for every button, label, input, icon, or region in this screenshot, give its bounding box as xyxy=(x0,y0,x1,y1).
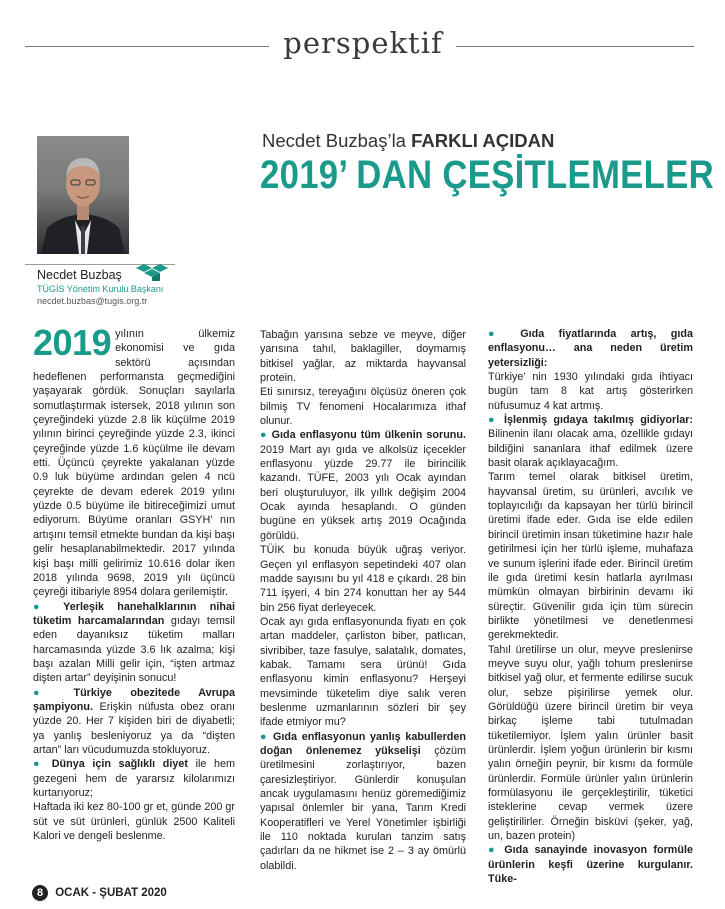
tugis-logo-icon xyxy=(136,264,170,282)
bullet-text: Bilinenin ilanı olacak ama, özellikle gıdayı bildiğini sananlara ithaf edilmek üzere basit olarak açıklayacağım. xyxy=(488,428,693,470)
page-number: 8 xyxy=(32,885,48,901)
bullet-icon: ● xyxy=(260,429,268,442)
bullet-heading: Gıda sanayinde inovasyon formüle ürünlerin keşfi üzerine kurgulanır. Tüke- xyxy=(488,844,693,886)
bullet-text: 2019 Mart ayı gıda ve alkolsüz içecekler enflasyonu yüzde 29.77 ile birincilik kazandı. TÜFE, 2003 yılı Ocak ayından beri oluşturuluyor, ilk yıllık değişim 2004 Ocak ayında hesaplandı. O günden bugüne en yüksek artış 2019 Ocağında görüldü. xyxy=(260,443,466,542)
page-footer xyxy=(32,885,167,901)
bullet-paragraph xyxy=(33,757,235,800)
author-email[interactable]: necdet.buzbas@tugis.org.tr xyxy=(37,296,148,306)
bullet-paragraph xyxy=(33,600,235,686)
paragraph: Türkiye’ nin 1930 yılındaki gıda ihtiyacı bugün tam 8 kat artış gösterirken nüfusumuz 4 kat artmış. xyxy=(488,371,693,412)
bullet-paragraph xyxy=(260,730,466,873)
bullet-heading: Gıda fiyatlarında artış, gıda enflasyonu… xyxy=(488,328,693,355)
bullet-icon: ● xyxy=(260,730,269,743)
bullet-text: ana neden üretim yetersizliği: xyxy=(488,342,693,369)
bullet-heading: Gıda enflasyonun yanlış kabullerden doğan önlenemez yükselişi xyxy=(260,730,466,757)
paragraph xyxy=(33,322,235,600)
bullet-icon: ● xyxy=(33,758,45,771)
author-photo xyxy=(37,136,129,254)
bullet-paragraph xyxy=(33,686,235,758)
paragraph: Tahıl üretilirse un olur, meyve preslenirse meyve suyu olur, yağlı tohum preslenirse bitkisel yağ olur, et fermente edilirse sucuk olur, sebze pişirilirse yemek olur. Görüldüğü üzere birincil üretim bir veya birkaç işleme tabi tutulmadan tüketilemiyor. İşlem yalın ürünler basit ürünlerdir. İşlem yoğun ürünlerin bir kısmı yalın örneğin peynir, bir kısmı da formüle ürünlerdir. Formüle ürünler yalın ürünlerin formülasyonu ile gerçekleştirilir, tüketici isteklerine cevap vermek üzere geliştirilirler. Örneğin bisküvi (şeker, yağ, un, bazen protein) xyxy=(488,643,693,843)
drop-cap: 2019 xyxy=(33,322,112,363)
article-kicker xyxy=(262,130,554,152)
paragraph: Tabağın yarısına sebze ve meyve, diğer yarısına tahıl, baklagiller, doymamış bitkisel yağlar, az miktarda hayvansal protein. xyxy=(260,329,466,385)
bullet-heading: Yerleşik hanehalklarının nihai tüketim harcamalarından xyxy=(33,600,235,627)
section-title: perspektif xyxy=(283,26,443,60)
bullet-paragraph xyxy=(488,843,693,886)
bullet-text: ile hem gezegeni hem de yararsız kilolarımızı kurtarıyoruz; xyxy=(33,758,236,799)
bullet-heading: Türkiye obezitede Avrupa şampiyonu. xyxy=(33,686,235,713)
bullet-icon: ● xyxy=(488,844,498,857)
bullet-heading: Dünya için sağlıklı diyet xyxy=(51,758,188,771)
bullet-paragraph xyxy=(488,413,693,470)
bullet-icon: ● xyxy=(33,686,55,699)
issue-label: OCAK - ŞUBAT 2020 xyxy=(55,887,167,900)
author-role: TÜGİS Yönetim Kurulu Başkanı xyxy=(37,284,164,294)
bullet-text: Erişkin nüfusta obez oranı yüzde 20. Her 7 kişiden biri de diyabetli; ya yanlış besleniyoruz ya da “dişten artan” ları vücudumuzda stokluyoruz. xyxy=(33,700,235,756)
body-column-2 xyxy=(260,328,466,873)
paragraph: Haftada iki kez 80-100 gr et, günde 200 gr süt ve süt ürünleri, günlük 2500 Kaliteli Kalori ve dengeli beslenme. xyxy=(33,801,235,843)
bullet-text: gıdayı temsil eden dayanıksız tüketim malları harcamasında yüzde 3.6 lık azalma; kişi başı azalan Milli gelir için, “işten artmaz dişten artar” deyişinin sonucu! xyxy=(33,614,236,685)
paragraph-text: yılının ülkemiz ekonomisi ve gıda sektörü açısından hedeflenen performansta geçmediğini yaşayarak gördük. Sonuçları sayılarla somutlaştırmak istersek, 2018 yılının son çeyreğindeki yüzde 2.8 lik küçülme 2019 yılının birinci çeyreğinde yüzde 2.3, ikinci çeyreğinde yüzde 1.6 küçülme ile devam etti. Üçüncü çeyrekte yakalanan yüzde 0.9 luk büyüme ardından gelen 4 ncü çeyrekte de devam ederek 2019 yılını yüzde 0.5 büyüme ile bitireceğimizi umut ediyorum. Büyüme oranları GSYH’ nın artışını temsil etmekte bundan da kişi başı gelir hesaplanabilmektedir. 2017 yılında kişi başı milli gelirimiz 10.616 dolar iken 2018 yılında 9698, 2019 yılı üçüncü çeyreği itibariyle 8954 dolara gerilemiştir. xyxy=(33,328,235,599)
kicker-author: Necdet Buzbaş’la xyxy=(262,130,406,151)
kicker-title: FARKLI AÇIDAN xyxy=(411,130,555,151)
bullet-heading: İşlenmiş gıdaya takılmış gidiyorlar: xyxy=(503,414,693,427)
bullet-icon: ● xyxy=(33,600,50,613)
author-name: Necdet Buzbaş xyxy=(37,268,122,282)
bullet-text: çözüm üretilmesini zorlaştırıyor, bazen çaresizleştiriyor. Günlerdir konuşulan ancak uygulamasını henüz göremediğimiz yapısal önlemler bir yana, Tarım Kredi Kooperatifleri ve Yerel Yönetimler işbirliği ile 110 noktada kurulan tanzim satış çadırları da ne hikmet ise 2 – 3 ay ömürlü olabildi. xyxy=(260,744,466,872)
bullet-heading: Gıda enflasyonu tüm ülkenin sorunu. xyxy=(271,429,467,442)
bullet-icon: ● xyxy=(488,414,498,427)
paragraph: Ocak ayı gıda enflasyonunda fiyatı en çok artan maddeler, çarliston biber, patlıcan, sivribiber, taze fasulye, salatalık, domates, kabak. Tamamı sera ürünü! Gıda enflasyonu kimin enflasyonu? Herşeyi mevsiminde tüketelim diye salık veren beslenme uzmanlarının sözleri bir şey ifade etmiyor mu? xyxy=(260,615,466,729)
header-rule-left xyxy=(25,46,269,47)
article-headline: 2019’ DAN ÇEŞİTLEMELER xyxy=(260,153,714,197)
bullet-paragraph xyxy=(488,327,693,370)
paragraph: Eti sınırsız, tereyağını ölçüsüz öneren çok bilmiş TV fenomeni Hocalarımıza ithaf olunur. xyxy=(260,386,466,428)
paragraph: TÜİK bu konuda büyük uğraş veriyor. Geçen yıl enflasyon sepetindeki 407 olan madde sayısını bu yıl 418 e çıkardı. 28 bin 711 işyeri, 4 bin 274 konuttan her ay 544 bin 256 fiyat derleyecek. xyxy=(260,544,466,614)
body-column-3 xyxy=(488,327,693,886)
body-column-1 xyxy=(33,322,236,843)
header-rule-right xyxy=(456,46,694,47)
bullet-icon: ● xyxy=(488,328,506,340)
paragraph: Tarım temel olarak bitkisel üretim, hayvansal üretim, su ürünleri, avcılık ve toplayıcılığı da kapsayan her türlü birincil üretimi ifade eder. Gıda ise elde edilen birincil üretimin insan tüketimine hazır hale getirilmesi için her türlü işleme, muhafaza ve sunum işlerini ifade eder. Birincil üretim ile gıda üretimi kesin hatlarla ayrılması mümkün olmayan birbirinin devamı iki süreçtir. Güvenilir gıda için tüm sürecin birlikte yönetilmesi ve denetlenmesi gerekmektedir. xyxy=(488,471,693,642)
bullet-paragraph xyxy=(260,428,466,543)
